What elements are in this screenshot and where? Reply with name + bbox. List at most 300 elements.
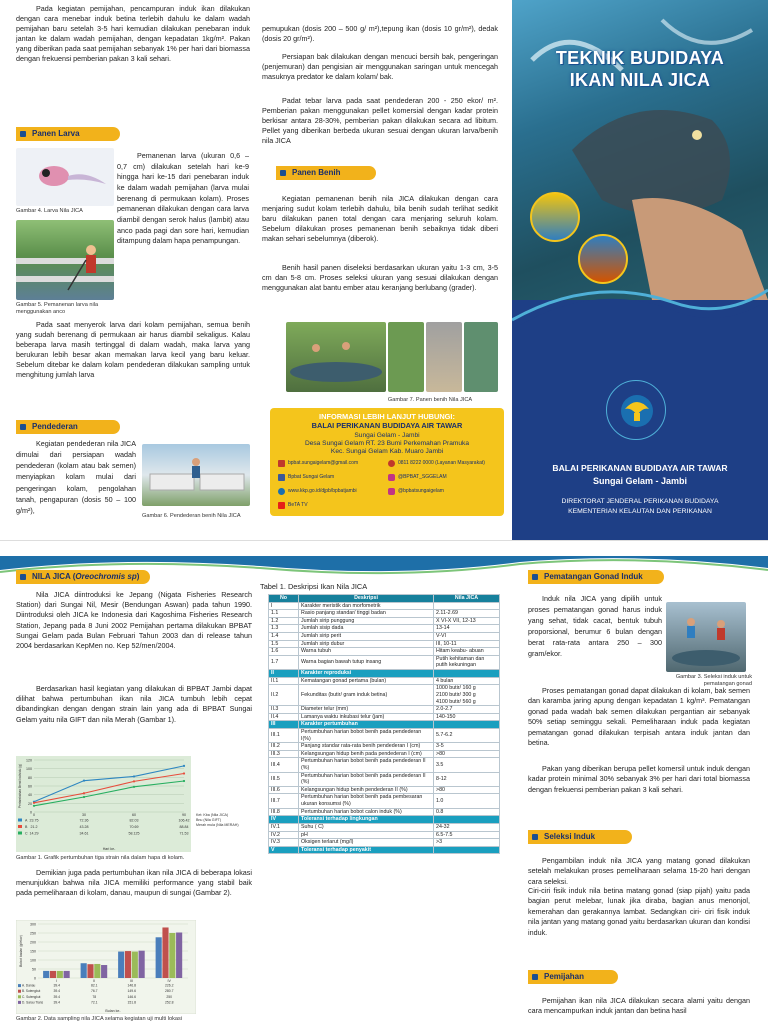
instagram-link[interactable]: @BPBAT_SGGELAM bbox=[398, 474, 447, 480]
table-header-row bbox=[269, 595, 500, 603]
x-tick-label: IV bbox=[167, 979, 171, 983]
data-point bbox=[133, 780, 135, 782]
data-label: 88.84 bbox=[179, 825, 189, 829]
table-row bbox=[269, 786, 500, 794]
legend-swatch bbox=[18, 825, 22, 828]
table-cell-value: 4 bulan bbox=[434, 677, 500, 685]
data-label: 226.2 bbox=[165, 983, 174, 988]
section-header-pemijahan bbox=[528, 970, 618, 984]
bar bbox=[156, 937, 162, 978]
y-tick-label: 150 bbox=[30, 949, 36, 954]
data-label: 39.4 bbox=[53, 1000, 61, 1005]
table-cell-no: 1.5 bbox=[269, 640, 299, 648]
table-row bbox=[269, 617, 500, 625]
table-cell-no: II.2 bbox=[269, 685, 299, 706]
panen-benih-paragraph-1: Kegiatan pemanenan benih nila JICA dilakukan dengan cara menjaring sudut kolam terlebih dahulu, bila benih sudah terlihat sedikit baru dilakukan panen total dengan cara menjaring seluruh kolam. Sebelum dilakukan proses pemanenan benih sebaiknya tidak diberi makan sehari sebelumnya (diberok). bbox=[262, 194, 498, 243]
fish-splash-illustration bbox=[512, 0, 768, 300]
data-label: 43.28 bbox=[79, 825, 89, 829]
x-axis-label: Hari ke- bbox=[102, 847, 116, 851]
growth-line-chart bbox=[16, 756, 254, 852]
table-cell-value bbox=[434, 602, 500, 610]
y-axis-label: Bobot badan (g/ekor) bbox=[19, 935, 23, 967]
table-row bbox=[269, 750, 500, 758]
y-tick-label: 50 bbox=[32, 967, 36, 972]
series-label: D. Sarau Tians bbox=[22, 1000, 44, 1005]
pendederan-cont-paragraph: pemupukan (dosis 200 – 500 g/ m²),tepung ikan (dosis 10 gr/m²), dedak (dosis 20 gr/m²). bbox=[262, 24, 498, 43]
table-cell-description: Toleransi terhadap lingkungan bbox=[299, 816, 434, 824]
twitter-icon bbox=[388, 488, 395, 495]
data-label: 14.29 bbox=[29, 831, 39, 836]
table-cell-no: 1.6 bbox=[269, 648, 299, 656]
caption-gambar-3: Gambar 3. Seleksi induk untuk pematangan gonad bbox=[675, 674, 752, 687]
bar bbox=[57, 971, 63, 978]
legend-swatch bbox=[18, 1001, 21, 1004]
bar bbox=[64, 971, 70, 978]
table-cell-description: Oksigen terlarut (mg/l) bbox=[299, 839, 434, 847]
table-row bbox=[269, 625, 500, 633]
table-cell-no: 1.1 bbox=[269, 610, 299, 618]
pendederan-paragraph: Kegiatan pendederan nila JICA dimulai dari persiapan wadah pendederan (kolam atau bak semen) menyiapkan kolam mulai dari pengeringan kolam, pengolahan tanah, pengapuran (dosis 50 – 100 g/m²), bbox=[16, 439, 136, 515]
legend-swatch bbox=[18, 995, 21, 998]
phone-icon bbox=[388, 460, 395, 467]
contact-info-box bbox=[270, 408, 504, 516]
table-row bbox=[269, 670, 500, 678]
caption-gambar-1: Gambar 1. Grafik pertumbuhan tiga strain nila dalam hapa di kolam. bbox=[16, 855, 185, 861]
table-cell-value: 8-12 bbox=[434, 772, 500, 786]
section-header-pendederan bbox=[16, 420, 120, 434]
description-table bbox=[268, 594, 500, 854]
section-title: Panen Benih bbox=[292, 168, 341, 177]
data-point bbox=[183, 772, 185, 774]
table-cell-value: III, 10-11 bbox=[434, 640, 500, 648]
y-tick-label: 40 bbox=[28, 793, 32, 798]
table-row bbox=[269, 794, 500, 808]
table-cell-no: IV.1 bbox=[269, 823, 299, 831]
series-label: B bbox=[25, 825, 28, 829]
cover-title-line-1: TEKNIK BUDIDAYA bbox=[555, 48, 725, 68]
series-label: A. Danau bbox=[22, 983, 36, 988]
table-cell-description: Karakter reproduksi bbox=[299, 670, 434, 678]
bar bbox=[139, 951, 145, 978]
padat-tebar-paragraph: Padat tebar larva pada saat pendederan 200 - 250 ekor/ m². Pemberian pakan menggunakan pellet komersial dengan kadar protein berkisar antara 28-30%, pemberian pakan dilakukan secara ad libitum. Pellet yang diberikan berbeda ukuran sesuai dengan ukuran larva/benih nila JICA bbox=[262, 96, 498, 145]
instagram-icon bbox=[388, 474, 395, 481]
website-link[interactable]: www.kkp.go.id/djpb/bpbatjambi bbox=[288, 488, 357, 494]
table-cell-description: Suhu ( C) bbox=[299, 823, 434, 831]
bar bbox=[162, 927, 168, 978]
table-cell-description: Lamanya waktu inkubasi telur (jam) bbox=[299, 713, 434, 721]
facebook-link[interactable]: Bpbat Sungai Gelam bbox=[288, 474, 335, 480]
table-cell-description: Kelangsungan hidup benih pendederan II (%) bbox=[299, 786, 434, 794]
data-label: 70.69 bbox=[129, 825, 139, 829]
table-cell-value: >80 bbox=[434, 786, 500, 794]
table-cell-value: 140-150 bbox=[434, 713, 500, 721]
cover-wave bbox=[512, 280, 768, 360]
table-row bbox=[269, 758, 500, 772]
data-point bbox=[83, 780, 85, 782]
data-label: 21.2 bbox=[30, 825, 38, 829]
bar bbox=[81, 963, 87, 978]
caption-gambar-2: Gambar 2. Data sampling nila JICA selama kegiatan uji multi lokasi bbox=[16, 1016, 183, 1022]
table-cell-description: Rasio panjang standar/ tinggi badan bbox=[299, 610, 434, 618]
table-cell-no: I bbox=[269, 602, 299, 610]
section-header-panen-larva bbox=[16, 127, 120, 141]
pematangan-paragraph-2: Proses pematangan gonad dapat dilakukan di kolam, bak semen dan karamba jaring apung dengan kepadatan 1 kg/m³. Pematangan gonad pada wadah bak semen dilakukan pergantian air sebanyak 50% setiap seminggu sekali. Pemeliharaan induk pada kegiatan pematangan gonad dilakukan terpisah antara induk jantan dan betina. bbox=[528, 686, 750, 748]
table-row bbox=[269, 831, 500, 839]
table-cell-value: >80 bbox=[434, 750, 500, 758]
bar bbox=[50, 971, 56, 978]
section-title-scientific: Oreochromis sp bbox=[75, 572, 137, 581]
table-row bbox=[269, 713, 500, 721]
contact-line-2: Desa Sungai Gelam RT. 23 Bumi Perkemahan Pramuka bbox=[304, 440, 470, 447]
pond-illustration bbox=[16, 220, 114, 300]
legend-note: Bnu (Nila GIFT) bbox=[196, 818, 222, 822]
table-cell-value: 3-5 bbox=[434, 743, 500, 751]
globe-icon bbox=[278, 488, 285, 495]
data-point bbox=[83, 792, 85, 794]
y-axis-label: Pertambahan Berat Individu (g) bbox=[18, 763, 22, 809]
table-row bbox=[269, 721, 500, 729]
bar bbox=[43, 971, 49, 978]
data-label: 23.75 bbox=[29, 818, 39, 823]
table-cell-value: 1000 butir/ 160 g 2100 butir/ 300 g 4100 butir/ 560 g bbox=[434, 685, 500, 706]
table-cell-value: 0.8 bbox=[434, 808, 500, 816]
table-cell-value: X VI-X VII, 12-13 bbox=[434, 617, 500, 625]
email-icon bbox=[278, 460, 285, 467]
table-title: Tabel 1. Deskripsi Ikan Nila JICA bbox=[260, 582, 368, 591]
data-label: 72.1 bbox=[90, 1000, 98, 1005]
nila-jica-paragraph-2: Berdasarkan hasil kegiatan yang dilakukan di BPBAT Jambi dapat dilihat bahwa pertumbuhan ikan nila JICA tumbuh lebih cepat dibandingkan dengan dengan strain lain yang ada di BPBAT Sungai Gelam yaitu nila GIFT dan nila Merah (Gambar 1). bbox=[16, 684, 252, 724]
cover-photo-inset-2 bbox=[578, 234, 628, 284]
x-tick-label: 90 bbox=[182, 813, 186, 817]
legend-swatch bbox=[18, 832, 22, 835]
caption-gambar-4: Gambar 4. Larva Nila JICA bbox=[16, 208, 83, 214]
panen-benih-photo-3 bbox=[426, 322, 462, 392]
table-cell-description: Kelangsungan hidup benih pada pendederan I (cm) bbox=[299, 750, 434, 758]
twitter-link[interactable]: @bpbatsungaigelam bbox=[398, 488, 444, 494]
x-tick-label: II bbox=[93, 979, 96, 983]
pendederan-photo bbox=[142, 444, 250, 506]
table-cell-description: Diameter telur (mm) bbox=[299, 706, 434, 714]
data-label: 149.6 bbox=[127, 989, 136, 994]
seleksi-induk-paragraph-1: Pengambilan induk nila JICA yang matang gonad dilakukan setelah melakukan proses pemeliharaan selama 15-20 hari dengan cara seleksi. bbox=[528, 856, 750, 886]
anco-harvest-photo bbox=[16, 220, 114, 300]
cover-photo-inset-1 bbox=[530, 192, 580, 242]
email-link[interactable]: bpbat.sungaigelam@gmail.com bbox=[288, 460, 359, 466]
pematangan-paragraph-1: Induk nila JICA yang dipilih untuk proses pematangan gonad harus induk yang sehat, tidak cacat, bentuk tubuh proporsional, berumur 6 bulan dengan berat rata-rata antara 250 – 300 gram/ekor. bbox=[528, 594, 662, 658]
cover-dept-line-1: DIREKTORAT JENDERAL PERIKANAN BUDIDAYA bbox=[561, 498, 719, 505]
table-cell-no: III.5 bbox=[269, 772, 299, 786]
section-header-panen-benih bbox=[276, 166, 376, 180]
bottom-panel bbox=[0, 556, 768, 1024]
table-cell-description: pH bbox=[299, 831, 434, 839]
x-tick-label: 0 bbox=[33, 813, 35, 817]
y-tick-label: 80 bbox=[28, 775, 32, 780]
data-label: 34.61 bbox=[79, 831, 89, 836]
data-label: 250 bbox=[166, 994, 173, 999]
table-cell-value: 2.0-2.7 bbox=[434, 706, 500, 714]
panen-benih-photo-2 bbox=[388, 322, 424, 392]
table-row bbox=[269, 640, 500, 648]
y-tick-label: 300 bbox=[30, 922, 36, 927]
table-cell-description: Pertumbuhan harian bobot benih pada pendederan I(%) bbox=[299, 728, 434, 742]
table-header-cell: Nila JICA bbox=[434, 595, 500, 603]
harvest-illustration bbox=[286, 322, 386, 392]
contact-line-1: Sungai Gelam - Jambi bbox=[354, 432, 420, 439]
data-label: 151.8 bbox=[127, 1000, 136, 1005]
table-cell-description: Jumlah sirip punggung bbox=[299, 617, 434, 625]
table-cell-description: Warna bagian bawah tutup insang bbox=[299, 655, 434, 669]
section-title: Panen Larva bbox=[32, 129, 80, 138]
table-row bbox=[269, 839, 500, 847]
table-cell-no: III.1 bbox=[269, 728, 299, 742]
y-tick-label: 200 bbox=[30, 940, 36, 945]
caption-gambar-5: Gambar 5. Pemanenan larva nila menggunakan anco bbox=[16, 302, 99, 315]
data-label: 280.7 bbox=[165, 989, 174, 994]
y-tick-label: 0 bbox=[34, 976, 36, 981]
data-label: 39.4 bbox=[53, 983, 61, 988]
larva-illustration bbox=[16, 148, 114, 206]
section-title: Pendederan bbox=[32, 422, 78, 431]
table-cell-description: Toleransi terhadap penyakit bbox=[299, 846, 434, 854]
panen-benih-paragraph-2: Benih hasil panen diseleksi berdasarkan ukuran yaitu 1-3 cm, 3-5 cm dan 5-8 cm. Proses seleksi ukuran yang sesuai dilakukan dengan menggunakan alat bantu ember atau keranjang berlubang (grader). bbox=[262, 263, 498, 292]
cover-panel bbox=[512, 0, 768, 540]
caption-gambar-6: Gambar 6. Pendederan benih Nila JICA bbox=[142, 513, 241, 519]
table-row bbox=[269, 677, 500, 685]
phone-link[interactable]: 0811 8222 0000 (Layanan Masyarakat) bbox=[398, 460, 485, 466]
table-cell-description: Pertumbuhan harian bobot benih pada pendederan II (%) bbox=[299, 772, 434, 786]
table-cell-no: III.2 bbox=[269, 743, 299, 751]
table-cell-value bbox=[434, 846, 500, 854]
legend-swatch bbox=[18, 984, 21, 987]
seleksi-induk-photo bbox=[666, 602, 746, 672]
description-table-body bbox=[269, 595, 500, 854]
table-cell-value: 2.11-2.69 bbox=[434, 610, 500, 618]
data-label: 72.36 bbox=[79, 818, 89, 823]
data-point bbox=[133, 775, 135, 777]
table-cell-value bbox=[434, 721, 500, 729]
legend-swatch bbox=[18, 990, 21, 993]
table-row bbox=[269, 808, 500, 816]
table-row bbox=[269, 655, 500, 669]
table-row bbox=[269, 823, 500, 831]
data-label: 106.42 bbox=[178, 818, 190, 823]
data-point bbox=[183, 765, 185, 767]
section-title-prefix: NILA JICA ( bbox=[32, 572, 76, 581]
table-cell-no: 1.2 bbox=[269, 617, 299, 625]
y-tick-label: 20 bbox=[28, 801, 32, 806]
bar bbox=[176, 932, 182, 978]
contact-heading: INFORMASI LEBIH LANJUT HUBUNGI: bbox=[319, 412, 455, 421]
data-label: 58.125 bbox=[128, 831, 140, 836]
table-row bbox=[269, 743, 500, 751]
seleksi-induk-paragraph-2: Ciri-ciri fisik induk nila betina matang gonad (siap pijah) yaitu pada bagian perut melebar, lunak jika diraba, bagian anus menonjol, kemerahan dan gerakannya lambat. Sedangkan ciri- ciri fisik induk nila jantan yang matang gonad yaitu berdasarkan ukuran dan kondisi induk. bbox=[528, 886, 750, 937]
cover-dept-line-2: KEMENTERIAN KELAUTAN DAN PERIKANAN bbox=[568, 508, 712, 515]
x-tick-label: 30 bbox=[82, 813, 86, 817]
table-cell-description: Pertumbuhan harian bobot benih pada pendederan II (%) bbox=[299, 758, 434, 772]
table-row bbox=[269, 685, 500, 706]
x-tick-label: III bbox=[130, 979, 134, 983]
pemijahan-paragraph: Pemijahan ikan nila JICA dilakukan secara alami yaitu dengan cara mencampurkan induk jantan dan betina hasil bbox=[528, 996, 750, 1016]
contact-agency: BALAI PERIKANAN BUDIDAYA AIR TAWAR bbox=[311, 421, 463, 430]
multilocation-bar-chart bbox=[16, 920, 196, 1014]
section-header-pematangan-gonad bbox=[528, 570, 664, 584]
table-header-cell: Deskripsi bbox=[299, 595, 434, 603]
youtube-link[interactable]: BeTA TV bbox=[288, 502, 308, 508]
cover-location: Sungai Gelam - Jambi bbox=[592, 476, 688, 486]
table-cell-description: Warna tubuh bbox=[299, 648, 434, 656]
table-cell-value: 13-14 bbox=[434, 625, 500, 633]
table-cell-no: IV.3 bbox=[269, 839, 299, 847]
table-cell-description: Kematangan gonad pertama (bulan) bbox=[299, 677, 434, 685]
x-axis-label: Bulan ke- bbox=[105, 1009, 121, 1013]
table-cell-no: V bbox=[269, 846, 299, 854]
bar bbox=[94, 964, 100, 978]
table-row bbox=[269, 846, 500, 854]
table-cell-no: III.3 bbox=[269, 750, 299, 758]
kkp-seal bbox=[606, 380, 666, 440]
table-row bbox=[269, 610, 500, 618]
table-row bbox=[269, 648, 500, 656]
page-divider bbox=[0, 540, 768, 556]
table-cell-no: II.4 bbox=[269, 713, 299, 721]
data-label: 146.6 bbox=[127, 994, 136, 999]
table-row bbox=[269, 816, 500, 824]
section-title: Pematangan Gonad Induk bbox=[544, 572, 643, 581]
table-cell-value: >3 bbox=[434, 839, 500, 847]
table-row bbox=[269, 602, 500, 610]
cover-agency: BALAI PERIKANAN BUDIDAYA AIR TAWAR bbox=[552, 463, 728, 473]
data-label: 39.4 bbox=[53, 989, 61, 994]
y-tick-label: 120 bbox=[26, 758, 32, 763]
table-cell-description: Panjang standar rata-rata benih pendederan I (cm) bbox=[299, 743, 434, 751]
legend-note: Merah mula (Nila MERAH) bbox=[196, 823, 239, 827]
panen-larva-paragraph-1: Pemanenan larva (ukuran 0,6 – 0,7 cm) dilakukan setelah hari ke-9 hingga hari ke-15 dari penebaran induk ke dalam wadah pemijahan (larva mulai berenang di permukaan kolam). Proses pemanenan dilakukan dengan cara larva diambil dengan serok halus (lambit) atau anco pada pagi dan sore hari, kemudian ditampung dalam hapa penampungan. bbox=[117, 151, 249, 246]
table-cell-no: III.7 bbox=[269, 794, 299, 808]
data-point bbox=[33, 802, 35, 804]
data-point bbox=[33, 805, 35, 807]
y-tick-label: 100 bbox=[30, 958, 36, 963]
data-point bbox=[133, 786, 135, 788]
table-cell-value bbox=[434, 670, 500, 678]
table-cell-value: 3.5 bbox=[434, 758, 500, 772]
data-label: 78 bbox=[92, 994, 97, 999]
bar bbox=[125, 951, 131, 978]
series-label: C bbox=[25, 831, 28, 836]
table-cell-no: II bbox=[269, 670, 299, 678]
table-cell-no: 1.3 bbox=[269, 625, 299, 633]
data-point bbox=[183, 780, 185, 782]
table-cell-description: Pertumbuhan harian bobot benih pada pembesaran ukuran konsumsi (%) bbox=[299, 794, 434, 808]
table-cell-description: Jumlah sirip dubur bbox=[299, 640, 434, 648]
table-cell-value: 24-32 bbox=[434, 823, 500, 831]
bar bbox=[132, 952, 138, 978]
data-label: 146.8 bbox=[127, 983, 136, 988]
y-tick-label: 0 bbox=[30, 810, 32, 815]
garuda-icon bbox=[607, 381, 667, 441]
cover-title-line-2: IKAN NILA JICA bbox=[569, 70, 711, 90]
data-label: 76.7 bbox=[90, 989, 98, 994]
table-cell-no: IV.2 bbox=[269, 831, 299, 839]
table-cell-value: 6.5-7.5 bbox=[434, 831, 500, 839]
section-title: Seleksi Induk bbox=[544, 832, 596, 841]
data-label: 82.03 bbox=[129, 818, 139, 823]
x-tick-label: I bbox=[56, 979, 58, 983]
table-row bbox=[269, 706, 500, 714]
table-cell-no: 1.7 bbox=[269, 655, 299, 669]
table-header-cell: No bbox=[269, 595, 299, 603]
data-point bbox=[83, 796, 85, 798]
table-cell-description: Pertumbuhan harian bobot calon induk (%) bbox=[299, 808, 434, 816]
nursery-illustration bbox=[142, 444, 250, 506]
bar bbox=[118, 952, 124, 978]
cover-photo bbox=[512, 0, 768, 300]
table-cell-description: Karakter meristik dan morfometrik bbox=[299, 602, 434, 610]
nila-jica-paragraph-1: Nila JICA diintroduksi ke Jepang (Nigata Fisheries Research Station) dari Sungai Nil, Mesir (Bendungan Aswan) pada tahun 1990. Diintroduksi oleh JICA ke Indonesia dari Kagoshima Fisheries Research Station, Jepang pada 8 Juni 2002 Pemijahan pertama dilakukan BPBAT Sungai Gelam pada Bulan Februari Tahun 2003 dan di release tahun 2004 berdasarkan KepMen no. Kep 52/men/2004. bbox=[16, 590, 252, 651]
y-tick-label: 100 bbox=[26, 767, 32, 772]
table-row bbox=[269, 728, 500, 742]
series-label: A bbox=[25, 818, 28, 823]
data-label: 71.53 bbox=[179, 831, 189, 836]
table-cell-description: Fekunditas (butir/ gram induk betina) bbox=[299, 685, 434, 706]
data-label: 82.1 bbox=[90, 983, 98, 988]
table-cell-description: Jumlah sisip dada bbox=[299, 625, 434, 633]
table-row bbox=[269, 633, 500, 641]
table-cell-no: 1.4 bbox=[269, 633, 299, 641]
table-cell-value: Hitam keabu- abuan bbox=[434, 648, 500, 656]
table-cell-no: IV bbox=[269, 816, 299, 824]
table-cell-no: III.6 bbox=[269, 786, 299, 794]
table-cell-description: Karakter pertumbuhan bbox=[299, 721, 434, 729]
panen-benih-photo-4 bbox=[464, 322, 498, 392]
line-chart-svg bbox=[16, 756, 254, 852]
caption-gambar-7: Gambar 7. Panen benih Nila JICA bbox=[387, 397, 473, 403]
intro-paragraph: Pada kegiatan pemijahan, pencampuran induk ikan dilakukan dengan cara menebar induk betina terlebih dahulu ke dalam wadah pemijahan baru setelah 3-5 hari kemudian dilakukan penebaran induk jantan ke dalam wadah pemijahan, dengan kepadatan 1kg/m². Pakan yang diberikan pada saat pemijahan sebanyak 1% per hari dari biomassa dengan frekuensi pemberian pakan 3 kali sehari. bbox=[16, 4, 250, 63]
section-header-seleksi-induk bbox=[528, 830, 632, 844]
legend-swatch bbox=[18, 819, 22, 822]
bar bbox=[169, 933, 175, 978]
pematangan-paragraph-3: Pakan yang diberikan berupa pellet komersil untuk induk dengan kadar protein minimal 30% sebanyak 3% per hari dari total biomassa dengan frekuensi pemberian pakan 3 kali sehari. bbox=[528, 764, 750, 794]
table-cell-no: II.1 bbox=[269, 677, 299, 685]
x-tick-label: 60 bbox=[132, 813, 136, 817]
table-cell-description: Jumlah sirip perit bbox=[299, 633, 434, 641]
series-label: B. Sutengkut bbox=[22, 989, 41, 994]
persiapan-bak-paragraph: Persiapan bak dilakukan dengan mencuci bersih bak, pengeringan (penjemuran) dan pengisian air menggunakan saringan untuk mencegah masuknya predator ke dalam kolam/ bak. bbox=[262, 52, 498, 81]
data-label: 252.8 bbox=[165, 1000, 174, 1005]
panen-benih-photo-1 bbox=[286, 322, 386, 392]
facebook-icon bbox=[278, 474, 285, 481]
larva-photo bbox=[16, 148, 114, 206]
y-tick-label: 60 bbox=[28, 784, 32, 789]
y-tick-label: 250 bbox=[30, 931, 36, 936]
table-cell-value: Putih kehitaman dan putih kekuningan bbox=[434, 655, 500, 669]
table-cell-value: V-VI bbox=[434, 633, 500, 641]
bar bbox=[87, 964, 93, 978]
bar-chart-svg bbox=[16, 920, 196, 1014]
table-cell-value: 1.0 bbox=[434, 794, 500, 808]
section-header-nila-jica bbox=[16, 570, 150, 584]
youtube-icon bbox=[278, 502, 285, 509]
panen-larva-paragraph-2: Pada saat menyerok larva dari kolam pemijahan, semua benih yang sudah berenang di permukaan air harus diambil sekaligus. Kalau beberapa larva masih tertinggal di dalam wadah, maka larva yang berukuran lebih besar akan memakan larva kecil yang baru keluar. Sebelum ditebar ke dalam kolam pendederan dilakukan sampling untuk menghitung jumlah larva bbox=[16, 320, 250, 379]
table-cell-no: II.3 bbox=[269, 706, 299, 714]
data-label: 39.4 bbox=[53, 994, 61, 999]
table-cell-no: III.4 bbox=[269, 758, 299, 772]
series-label: C. Sutengkut bbox=[22, 994, 41, 999]
section-title: Pemijahan bbox=[544, 972, 585, 981]
bar bbox=[101, 965, 107, 978]
table-cell-no: III bbox=[269, 721, 299, 729]
legend-note: Ket: Kba (Nila JICA) bbox=[196, 813, 229, 817]
table-cell-value: 5.7-6.2 bbox=[434, 728, 500, 742]
